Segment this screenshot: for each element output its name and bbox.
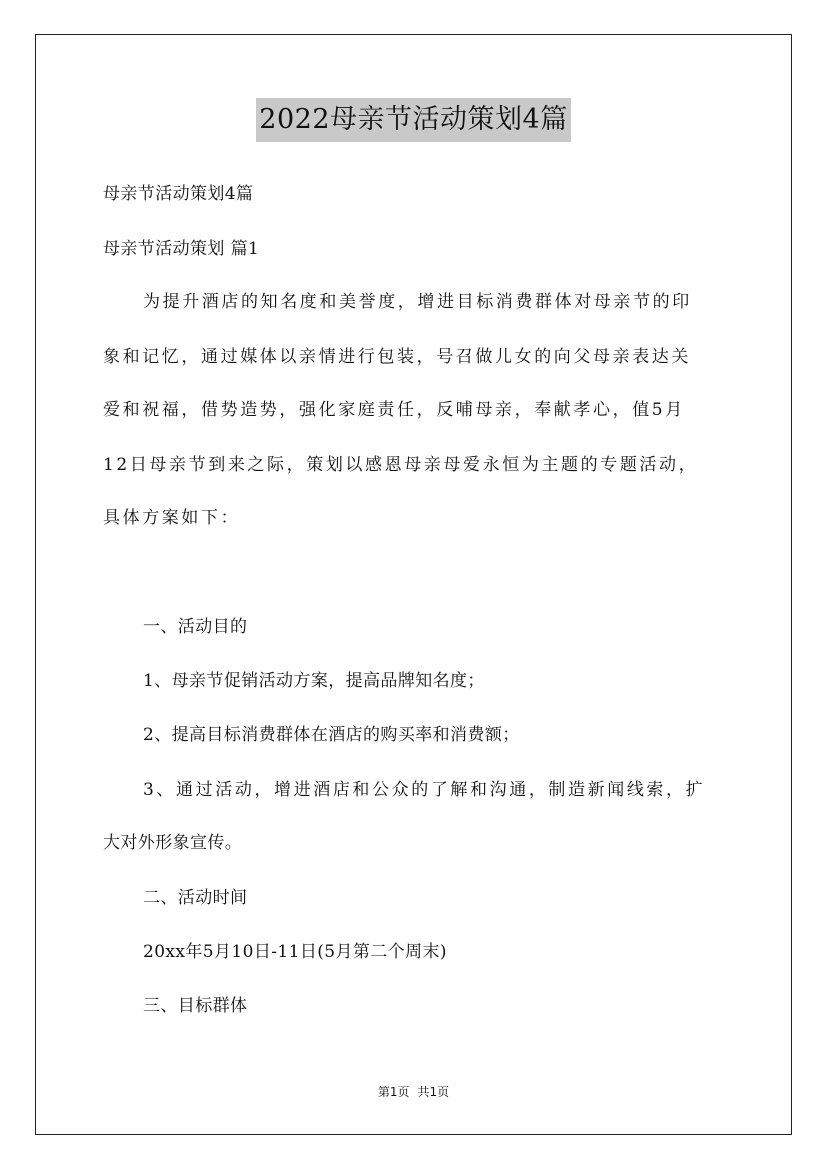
list-item: 3、通过活动，增进酒店和公众的了解和沟通，制造新闻线索，扩	[143, 780, 706, 800]
intro-line: 具体方案如下：	[103, 508, 241, 528]
intro-line: 爱和祝福，借势造势，强化家庭责任，反哺母亲，奉献孝心，值5月	[103, 400, 685, 420]
list-item: 20xx年5月10日-11日(5月第二个周末)	[143, 942, 447, 962]
title-container	[0, 98, 827, 142]
list-item: 1、母亲节促销活动方案，提高品牌知名度；	[143, 671, 485, 691]
section-item: 二、活动时间	[143, 888, 248, 908]
page-footer	[0, 1084, 827, 1100]
intro-line: 12日母亲节到来之际，策划以感恩母亲母爱永恒为主题的专题活动，	[103, 455, 699, 475]
list-item-continuation: 大对外形象宣传。	[103, 833, 243, 853]
section-item: 三、目标群体	[143, 996, 248, 1016]
section-heading: 母亲节活动策划 篇1	[103, 239, 260, 259]
intro-line: 为提升酒店的知名度和美誉度，增进目标消费群体对母亲节的印	[143, 292, 692, 312]
document-subtitle: 母亲节活动策划4篇	[103, 184, 254, 204]
page-total: 共1页	[417, 1085, 450, 1099]
section-item: 一、活动目的	[143, 617, 248, 637]
document-title: 2022母亲节活动策划4篇	[256, 98, 570, 142]
list-item: 2、提高目标消费群体在酒店的购买率和消费额；	[143, 725, 520, 745]
page-number: 第1页	[377, 1085, 410, 1099]
intro-line: 象和记忆，通过媒体以亲情进行包装，号召做儿女的向父母亲表达关	[103, 347, 691, 367]
